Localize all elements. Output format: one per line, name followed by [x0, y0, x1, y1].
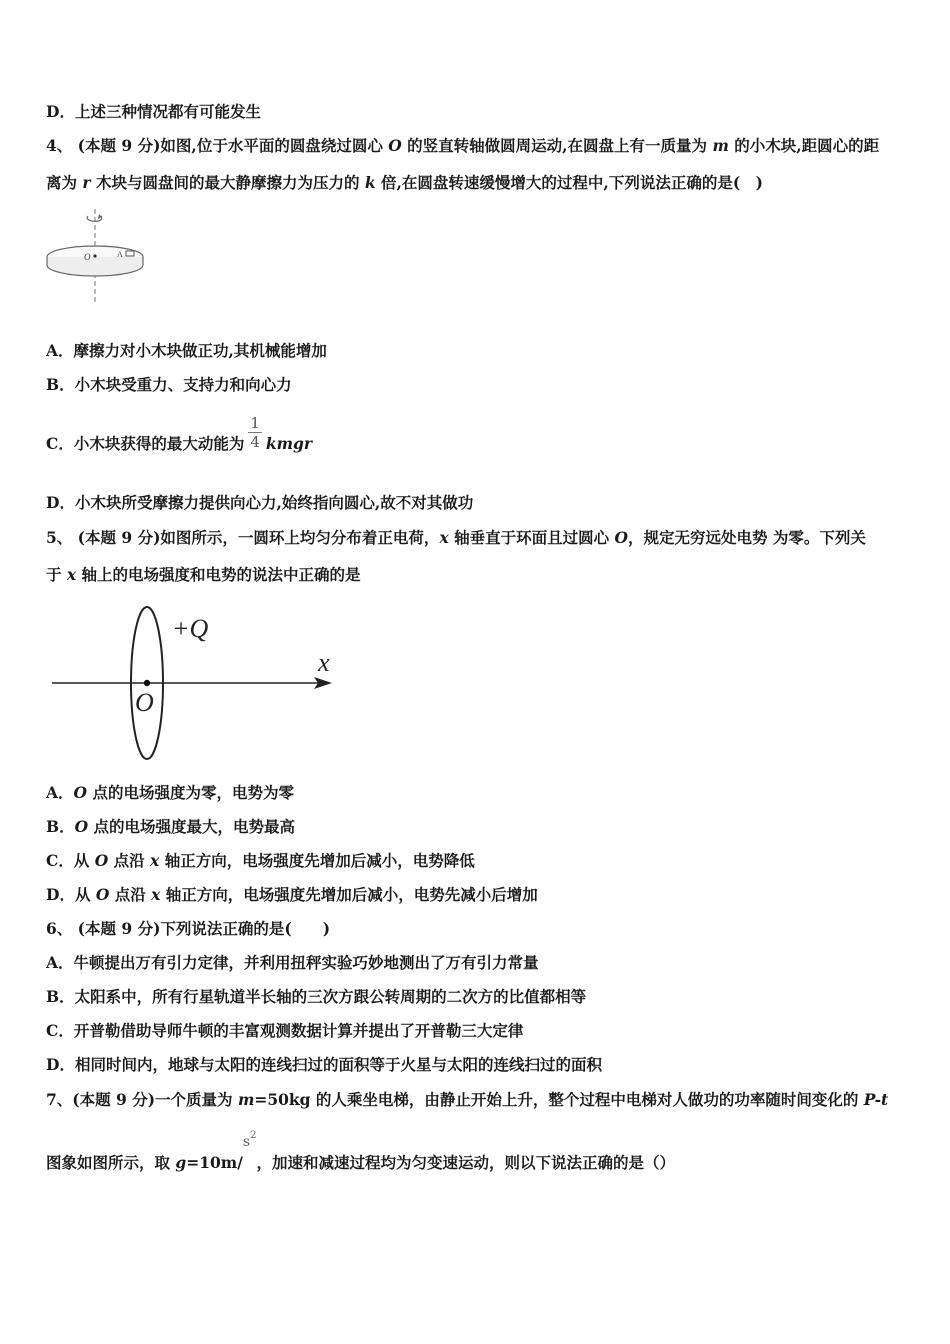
- q5-option-b: [46, 817, 908, 837]
- q7-pt-label: P-t: [863, 1090, 889, 1109]
- q5-var-x: x: [66, 565, 77, 584]
- q5-option-text: A．: [46, 783, 74, 802]
- label-x: x: [318, 648, 330, 677]
- q7-stem-text: 图象如图所示，取: [46, 1153, 176, 1172]
- q4-option-a: [46, 341, 908, 361]
- q6-stem: [46, 919, 908, 939]
- q4-option-c: [46, 413, 908, 454]
- q3-option-d-text: D．上述三种情况都有可能发生: [46, 102, 261, 121]
- q6-option-c: [46, 1021, 908, 1041]
- q5-option-text: 点的电场强度为零，电势为零: [87, 783, 294, 802]
- unit-exponent: 2: [250, 1130, 257, 1141]
- q6-option-a: [46, 953, 908, 973]
- q5-option-text: 点沿: [108, 851, 151, 870]
- q4-stem-text: 离为: [46, 173, 83, 192]
- q5-var-o: O: [95, 885, 110, 904]
- q5-option-d: [46, 885, 908, 905]
- q5-stem-text: 轴上的电场强度和电势的说法中正确的是: [76, 565, 361, 584]
- q5-stem-text: 轴垂直于环面且过圆心: [448, 528, 615, 547]
- fraction-numerator: 1: [250, 413, 260, 432]
- q7-stem-text: 7、(本题 9 分)一个质量为: [46, 1090, 238, 1109]
- q4-disc-figure: [44, 205, 150, 307]
- q6-option-c-text: C．开普勒借助导师牛顿的丰富观测数据计算并提出了开普勒三大定律: [46, 1021, 524, 1040]
- q5-stem-text: ，规定无穷远处电势 为零。下列关: [628, 528, 866, 547]
- label-o: O: [84, 252, 91, 262]
- q6-option-b: [46, 987, 908, 1007]
- q7-stem-text: =50kg 的人乘坐电梯，由静止开始上升，整个过程中电梯对人做功的功率随时间变化的: [254, 1090, 864, 1109]
- q5-option-text: 点的电场强度最大，电势最高: [88, 817, 296, 836]
- q4-option-a-text: A．摩擦力对小木块做正功,其机械能增加: [46, 341, 327, 360]
- q5-option-text: 轴正方向，电场强度先增加后减小，电势先减小后增加: [160, 885, 538, 904]
- q6-stem-text: 6、 (本题 9 分)下列说法正确的是( ): [46, 919, 331, 938]
- q4-stem-text: 木块与圆盘间的最大静摩擦力为压力的: [90, 173, 365, 192]
- q5-option-a: [46, 783, 908, 803]
- q5-var-x: x: [439, 528, 449, 547]
- q5-var-x: x: [150, 851, 160, 870]
- q4-var-o: O: [388, 136, 402, 155]
- q7-var-g: g: [175, 1153, 187, 1172]
- q5-option-text: B．: [46, 817, 75, 836]
- q7-stem-line1: [46, 1090, 908, 1110]
- q5-var-o: O: [94, 851, 109, 870]
- q4-var-m: m: [712, 136, 729, 155]
- label-o: O: [135, 688, 154, 717]
- unit-s: s: [242, 1134, 251, 1150]
- q5-stem-line2: [46, 565, 908, 585]
- q5-ring-figure: [50, 603, 350, 765]
- q5-var-x: x: [151, 885, 161, 904]
- q6-option-d: [46, 1055, 908, 1075]
- q7-stem-line2: [46, 1130, 908, 1176]
- q4-option-b-text: B．小木块受重力、支持力和向心力: [46, 375, 292, 394]
- q5-var-o: O: [74, 817, 89, 836]
- q4-stem-text: 倍,在圆盘转速缓慢增大的过程中,下列说法正确的是( ): [375, 173, 763, 192]
- q4-stem-line2: [46, 173, 908, 193]
- q4-stem-text: 4、 (本题 9 分)如图,位于水平面的圆盘绕过圆心: [46, 136, 389, 155]
- fraction: [248, 414, 262, 451]
- q4-option-c-text: C．小木块获得的最大动能为: [46, 434, 245, 453]
- label-charge: +Q: [172, 614, 209, 643]
- q6-option-b-text: B．太阳系中，所有行星轨道半长轴的三次方跟公转周期的二次方的比值都相等: [46, 987, 587, 1006]
- q7-stem-text: ，加速和减速过程均为匀变速运动，则以下说法正确的是（）: [256, 1153, 675, 1172]
- q7-var-m: m: [237, 1090, 255, 1109]
- q4-stem-line1: [46, 136, 908, 156]
- q4-stem-text: 的竖直转轴做圆周运动,在圆盘上有一质量为: [401, 136, 713, 155]
- q5-option-text: 点沿: [109, 885, 152, 904]
- q5-stem-text: 于: [46, 565, 67, 584]
- q5-option-text: 轴正方向，电场强度先增加后减小，电势降低: [159, 851, 475, 870]
- q5-stem-line1: [46, 528, 908, 548]
- q6-option-a-text: A．牛顿提出万有引力定律，并利用扭秤实验巧妙地测出了万有引力常量: [46, 953, 539, 972]
- q5-option-text: D．从: [46, 885, 96, 904]
- center-dot: [144, 680, 150, 686]
- q5-var-o: O: [614, 528, 628, 547]
- q4-stem-text: 的小木块,距圆心的距: [728, 136, 880, 155]
- fraction-denominator: 4: [250, 432, 260, 451]
- disc-edge: [47, 257, 143, 276]
- q4-option-b: [46, 375, 908, 395]
- q4-var-r: r: [82, 173, 91, 192]
- kmgr-expression: kmgr: [265, 434, 313, 453]
- center-point: [93, 254, 96, 257]
- q5-option-c: [46, 851, 908, 871]
- q3-option-d: [46, 102, 908, 122]
- q6-option-d-text: D．相同时间内，地球与太阳的连线扫过的面积等于火星与太阳的连线扫过的面积: [46, 1055, 602, 1074]
- q7-stem-text: =10m/: [186, 1153, 243, 1172]
- q4-var-k: k: [364, 173, 376, 192]
- q4-option-d-text: D．小木块所受摩擦力提供向心力,始终指向圆心,故不对其做功: [46, 493, 474, 512]
- label-a: A: [117, 250, 123, 259]
- q4-option-d: [46, 493, 908, 513]
- q5-option-text: C．从: [46, 851, 95, 870]
- q5-stem-text: 5、 (本题 9 分)如图所示，一圆环上均匀分布着正电荷，: [46, 528, 440, 547]
- q5-var-o: O: [73, 783, 88, 802]
